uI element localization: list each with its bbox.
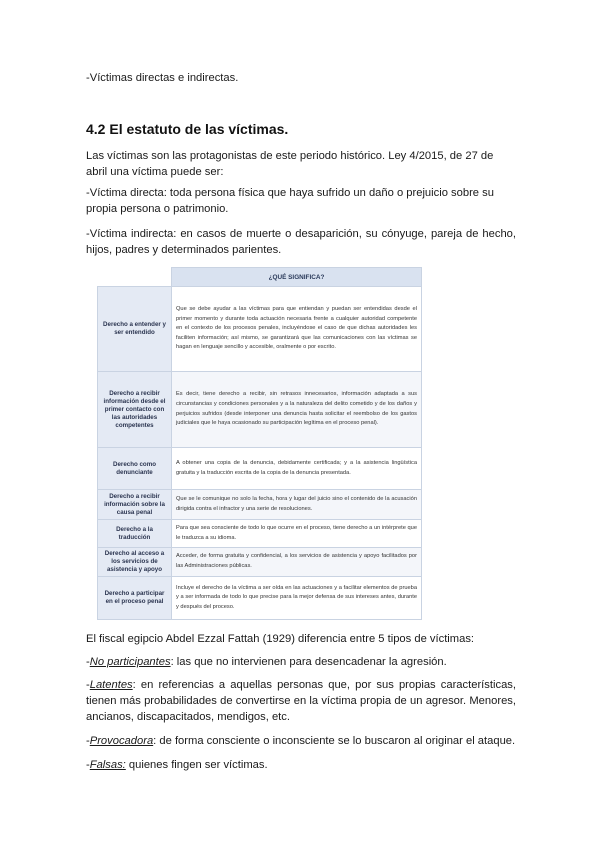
type-falsas: -Falsas: quienes fingen ser víctimas. [86,759,268,771]
type-latentes: -Latentes: en referencias a aquellas personas que, por sus propias características, tienen más probabilidades de convertirse en la víctima propia de un agresor. Menores, ancianos, discapacitados, mendigos, etc. [86,679,516,723]
paragraph-victima-indirecta: -Víctima indirecta: en casos de muerte o desaparición, su cónyuge, pareja de hecho, hijos, padres y determinados parientes. [86,228,516,256]
table-row [98,577,422,620]
paragraph-intro: Las víctimas son las protagonistas de este periodo histórico. Ley 4/2015, de 27 de abril una víctima puede ser: [86,150,494,178]
table-row [98,520,422,548]
table-row [98,448,422,490]
table-row-meaning: Que se debe ayudar a las víctimas para que entiendan y puedan ser entendidas desde el primer momento y durante toda actuación necesaria frente a cualquier autoridad competente en el contexto de los procesos penales, incluyéndose el caso de que dichas autoridades les faciliten información; así mismo, se garantizará que las comunicaciones con las víctimas se hagan en lenguaje sencillo y accesible, oralmente o por escrito. [172,287,422,372]
table-row-meaning: Para que sea consciente de todo lo que ocurre en el proceso, tiene derecho a un intérprete que le traduzca a su idioma. [172,520,422,548]
table-row-right: Derecho a recibir información desde el primer contacto con las autoridades competentes [98,372,172,448]
table-header-row [98,268,422,287]
term-provocadora: Provocadora [89,735,154,747]
type-no-participantes: -No participantes: las que no intervienen para desencadenar la agresión. [86,656,447,668]
table-row-meaning: A obtener una copia de la denuncia, debidamente certificada; y a la asistencia lingüística gratuita y la traducción escrita de la copia de la denuncia presentada. [172,448,422,490]
table-row-meaning: Acceder, de forma gratuita y confidencial, a los servicios de asistencia y apoyo facilitados por las Administraciones públicas. [172,548,422,577]
table-row-right: Derecho a recibir información sobre la causa penal [98,490,172,520]
table-row [98,287,422,372]
text-provocadora: : de forma consciente o inconsciente se lo buscaron al originar el ataque. [153,735,516,747]
type-provocadora: -Provocadora: de forma consciente o inconsciente se lo buscaron al originar el ataque. [86,735,516,747]
rights-table [97,267,422,620]
table-row [98,372,422,448]
intro-item: -Víctimas directas e indirectas. [86,72,239,84]
table-header-cell: ¿QUÉ SIGNIFICA? [172,268,422,287]
table-row [98,548,422,577]
term-no-participantes: No participantes [89,656,171,668]
text-no-participantes: : las que no intervienen para desencadenar la agresión. [170,656,447,668]
table-row-meaning: Que se le comunique no solo la fecha, hora y lugar del juicio sino el contenido de la acusación dirigida contra el infractor y una serie de resoluciones. [172,490,422,520]
table-row-meaning: Incluye el derecho de la víctima a ser oída en las actuaciones y a facilitar elementos de prueba y a ser informada de todo lo que precise para la mejor defensa de sus intereses antes, durante y después del proceso. [172,577,422,620]
section-heading: 4.2 El estatuto de las víctimas. [86,121,289,137]
table-row-right: Derecho como denunciante [98,448,172,490]
table-row-right: Derecho al acceso a los servicios de asistencia y apoyo [98,548,172,577]
text-latentes: : en referencias a aquellas personas que, por sus propias características, tienen más probabilidades de convertirse en la víctima propia de un agresor. Menores, ancianos, discapacitados, mendigos, etc. [86,679,516,723]
table-row-meaning: Es decir, tiene derecho a recibir, sin retrasos innecesarios, información adaptada a sus circunstancias y condiciones personales y a la naturaleza del delito cometido y de los daños y perjuicios sufridos (desde interponer una denuncia hasta solicitar el reembolso de los gastos judiciales que le haya ocasionado su participación legítima en el proceso penal). [172,372,422,448]
table-row-right: Derecho a la traducción [98,520,172,548]
table-header-empty-cell [98,268,172,287]
table-row-right: Derecho a participar en el proceso penal [98,577,172,620]
text-falsas: quienes fingen ser víctimas. [125,759,268,771]
term-falsas: Falsas: [89,759,126,771]
paragraph-victima-directa: -Víctima directa: toda persona física que haya sufrido un daño o prejuicio sobre su propia persona o patrimonio. [86,187,494,215]
paragraph-fiscal: El fiscal egipcio Abdel Ezzal Fattah (1929) diferencia entre 5 tipos de víctimas: [86,633,475,645]
table-row [98,490,422,520]
term-latentes: Latentes [89,679,133,691]
table-row-right: Derecho a entender y ser entendido [98,287,172,372]
